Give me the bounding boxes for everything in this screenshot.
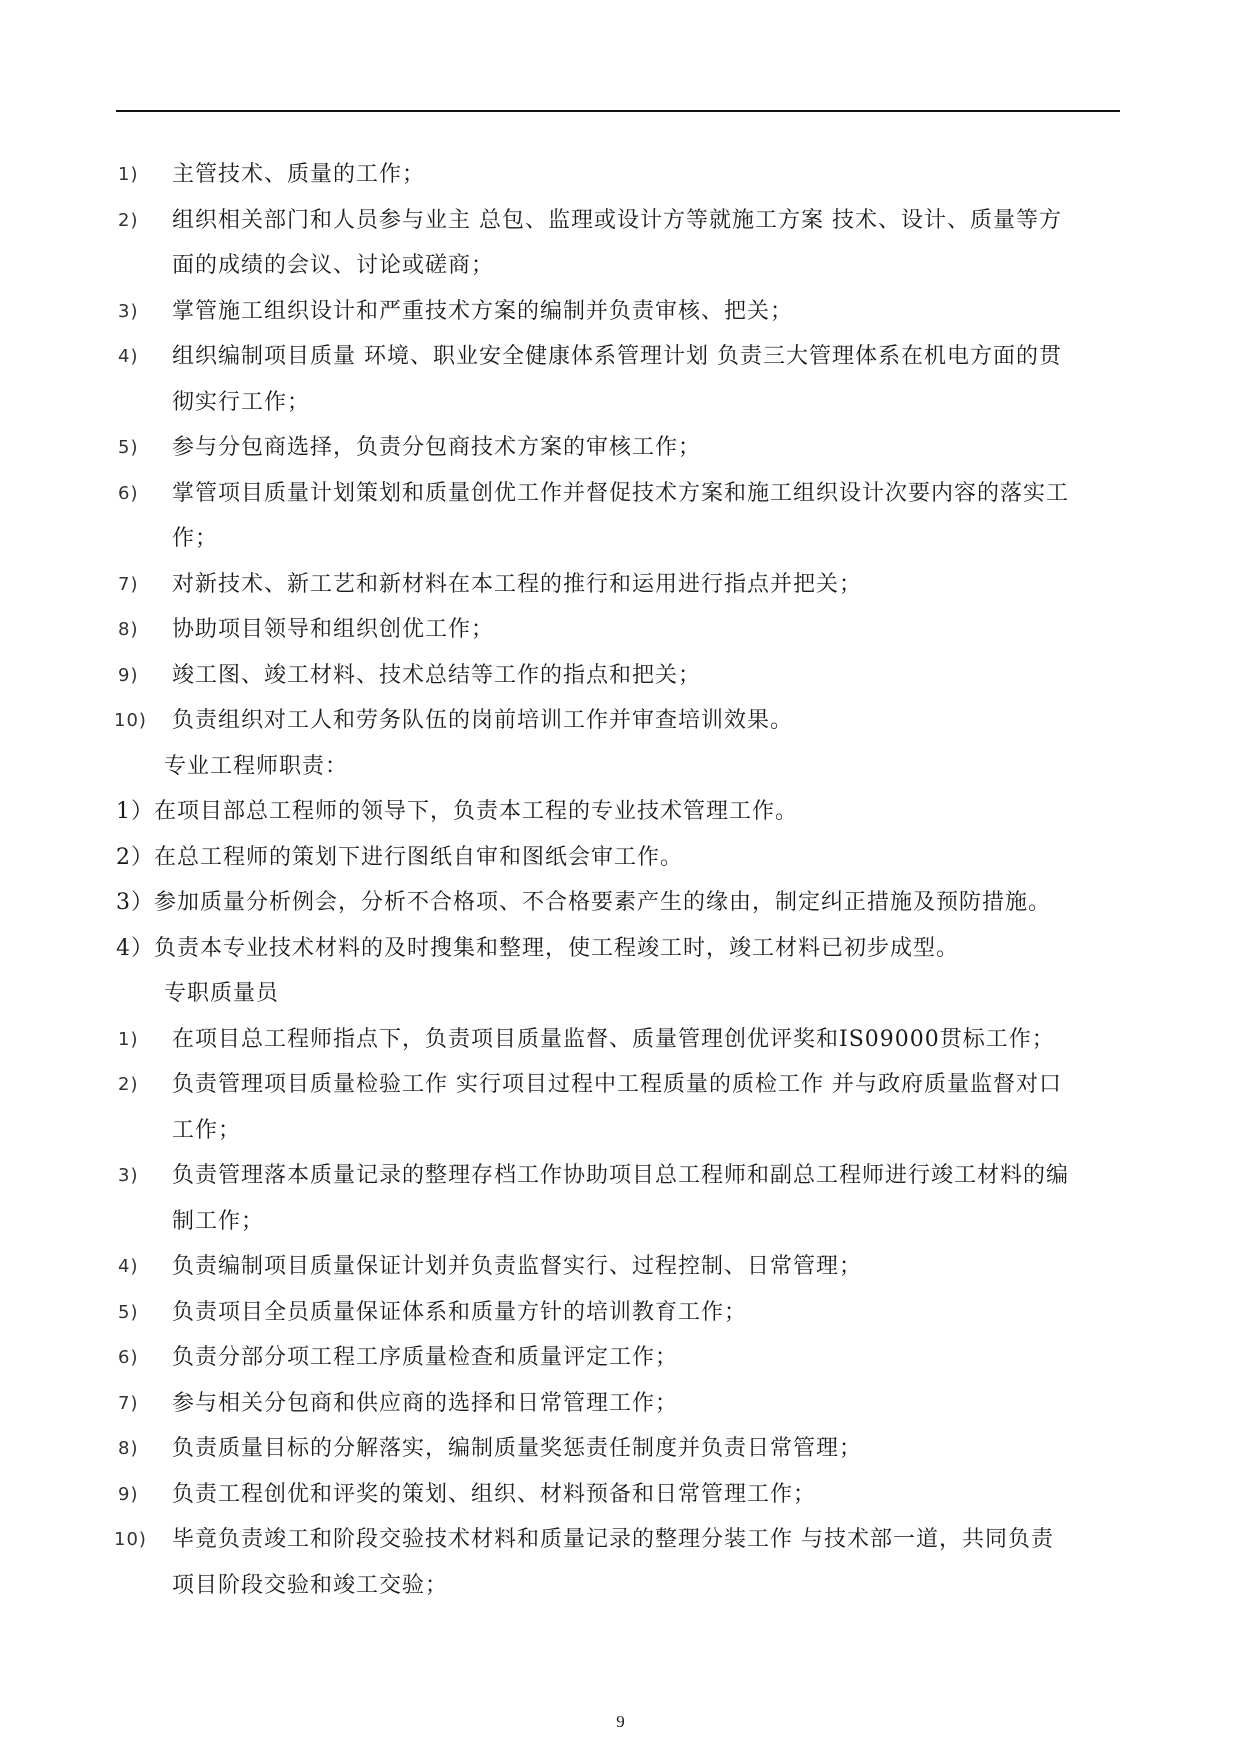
list-text: 负责管理落本质量记录的整理存档工作协助项目总工程师和副总工程师进行竣工材料的编 [172, 1163, 1070, 1188]
list-text: 掌管项目质量计划策划和质量创优工作并督促技术方案和施工组织设计次要内容的落实工 [172, 480, 1070, 506]
list-number: 6) [118, 1347, 139, 1368]
list-text: 协助项目领导和组织创优工作； [172, 617, 495, 642]
list-text: 彻实行工作； [172, 389, 311, 415]
list-text: 组织编制项目质量 环境、职业安全健康体系管理计划 负责三大管理体系在机电方面的贯 [172, 344, 1062, 369]
list-number: 2) [118, 209, 139, 231]
list-text: 竣工图、竣工材料、技术总结等工作的指点和把关； [172, 662, 702, 688]
list-number: 4) [118, 1256, 139, 1277]
list-number: 9) [118, 1483, 139, 1505]
duty-item-text: 3）参加质量分析例会，分析不合格项、不合格要素产生的缘由，制定纠正措施及预防措施。 [116, 890, 1052, 915]
list-text: 对新技术、新工艺和新材料在本工程的推行和运用进行指点并把关； [172, 571, 863, 597]
list-text: 参与分包商选择，负责分包商技术方案的审核工作； [172, 435, 702, 460]
header-rule [116, 110, 1120, 112]
duty-item-text: 1）在项目部总工程师的领导下，负责本工程的专业技术管理工作。 [116, 799, 798, 824]
list-number: 8) [118, 1438, 139, 1459]
list-text: 面的成绩的会议、讨论或磋商； [172, 253, 495, 278]
list-number: 7) [118, 573, 139, 595]
list-text: 负责管理项目质量检验工作 实行项目过程中工程质量的质检工作 并与政府质量监督对口 [172, 1072, 1062, 1097]
list-text: 负责分部分项工程工序质量检查和质量评定工作； [172, 1345, 679, 1370]
section-heading-text: 专职质量员 [164, 981, 280, 1006]
list-number: 9) [118, 664, 139, 686]
duty-item-text: 2）在总工程师的策划下进行图纸自审和图纸会审工作。 [116, 844, 683, 870]
list-number: 3) [118, 300, 139, 322]
list-number: 5) [118, 437, 139, 458]
list-number: 8) [118, 619, 139, 640]
list-text: 项目阶段交验和竣工交验； [172, 1572, 449, 1598]
list-text: 负责编制项目质量保证计划并负责监督实行、过程控制、日常管理； [172, 1254, 863, 1279]
list-text: 毕竟负责竣工和阶段交验技术材料和质量记录的整理分装工作 与技术部一道，共同负责 [172, 1527, 1054, 1552]
list-text: 参与相关分包商和供应商的选择和日常管理工作； [172, 1390, 679, 1416]
list-number: 6) [118, 482, 139, 504]
list-number: 3) [118, 1165, 139, 1186]
list-number: 10) [114, 1529, 147, 1550]
list-text: 负责项目全员质量保证体系和质量方针的培训教育工作； [172, 1299, 748, 1325]
list-number: 4) [118, 346, 139, 367]
list-number: 2) [118, 1074, 139, 1095]
list-text: 组织相关部门和人员参与业主 总包、监理或设计方等就施工方案 技术、设计、质量等方 [172, 207, 1062, 233]
duty-item-text: 4）负责本专业技术材料的及时搜集和整理，使工程竣工时，竣工材料已初步成型。 [116, 935, 959, 961]
list-text: 作； [172, 526, 219, 551]
list-text: 工作； [172, 1117, 242, 1143]
list-number: 10) [114, 710, 147, 731]
list-number: 7) [118, 1392, 139, 1414]
section-heading-text: 专业工程师职责： [164, 753, 349, 779]
page-number: 9 [616, 1712, 625, 1731]
list-number: 5) [118, 1301, 139, 1323]
list-text: 在项目总工程师指点下，负责项目质量监督、质量管理创优评奖和IS09000贯标工作； [172, 1026, 1055, 1052]
list-text: 负责组织对工人和劳务队伍的岗前培训工作并审查培训效果。 [172, 708, 794, 733]
list-text: 制工作； [172, 1208, 265, 1234]
list-text: 负责质量目标的分解落实，编制质量奖惩责任制度并负责日常管理； [172, 1436, 863, 1461]
list-number: 1) [118, 164, 139, 185]
list-text: 主管技术、质量的工作； [172, 162, 426, 187]
list-number: 1) [118, 1028, 139, 1050]
list-text: 负责工程创优和评奖的策划、组织、材料预备和日常管理工作； [172, 1481, 817, 1507]
list-text: 掌管施工组织设计和严重技术方案的编制并负责审核、把关； [172, 298, 794, 324]
